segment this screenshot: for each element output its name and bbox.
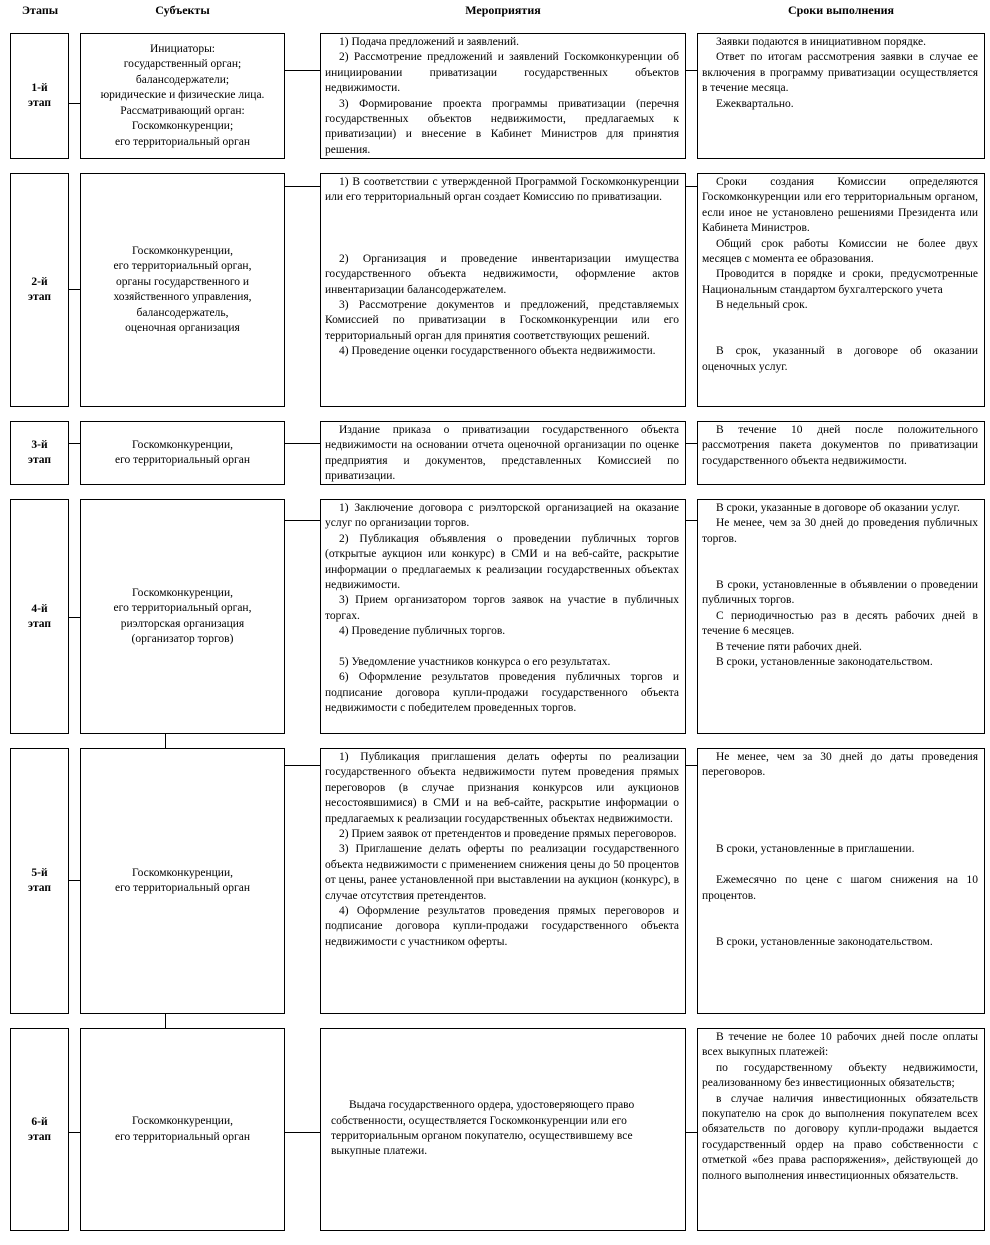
connector-line [69, 617, 80, 618]
event-item: Выдача государственного ордера, удостоверяющего право собственности, осуществляется Госкомконкуренции или его территориальным органом покупателю, осуществившему все выкупные платежи. [331, 1099, 635, 1158]
connector-line [686, 520, 697, 521]
stage-1-label: 1-й этап [10, 33, 69, 159]
deadline-item: В сроки, установленные в приглашении. [716, 843, 915, 856]
event-item: 3) Приглашение делать оферты по реализации государственного объекта недвижимости с применением снижения цены до 50 процентов от цены, ранее установленной при выставлении на аукцион (конкурс), в случае отсутствия претендентов. [325, 843, 679, 902]
event-item: 4) Проведение публичных торгов. [339, 625, 506, 638]
event-item: 1) В соответствии с утвержденной Программой Госкомконкуренции или его территориальный орган создает Комиссию по приватизации. [325, 176, 679, 204]
connector-line [165, 1014, 166, 1028]
deadline-item: В сроки, установленные законодательством. [716, 656, 933, 669]
deadline-item: Не менее, чем за 30 дней до проведения публичных торгов. [702, 517, 978, 545]
stage-3-label: 3-й этап [10, 421, 69, 485]
event-item: 2) Публикация объявления о проведении публичных торгов (открытые аукцион или конкурс) в СМИ и на веб-сайте, раскрытие информации о предлагаемых к реализации государственных объектах недвижимости. [325, 532, 679, 592]
connector-line [69, 1132, 80, 1133]
event-item: 3) Прием организатором торгов заявок на участие в публичных торгах. [325, 594, 679, 622]
event-item: 1) Подача предложений и заявлений. [339, 36, 520, 48]
event-item: 5) Уведомление участников конкурса о его результатах. [339, 656, 611, 669]
deadline-item: В течение пяти рабочих дней. [716, 640, 862, 653]
connector-line [686, 186, 697, 187]
stage-1-deadlines [697, 33, 985, 159]
deadline-item: В сроки, установленные законодательством. [716, 935, 933, 948]
event-item: 1) Публикация приглашения делать оферты по реализации государственного объекта недвижимости путем проведения прямых переговоров (в случае признания конкурсов или аукционов несостоявшимися) в СМИ и на веб-сайте, раскрытие информации о предлагаемых к реализации государственных объектах недвижимости. [325, 751, 679, 825]
connector-line [285, 443, 320, 444]
deadline-item: Заявки подаются в инициативном порядке. [716, 36, 927, 48]
connector-line [686, 70, 697, 71]
deadline-item: Не менее, чем за 30 дней до даты проведения переговоров. [702, 751, 978, 779]
deadline-item: по государственному объекту недвижимости, реализованному без инвестиционных обязательств; [702, 1061, 978, 1090]
deadline-item: С периодичностью раз в десять рабочих дней в течение 6 месяцев. [702, 609, 978, 638]
stage-5-events [320, 748, 686, 1014]
connector-line [285, 765, 320, 766]
stage-5-label: 5-й этап [10, 748, 69, 1014]
deadline-item: в случае наличия инвестиционных обязательств покупателю на срок до выполнения покупателем всех обязательств по договору купли-продажи выдается государственный ордер на право собственности с отметкой «без права распоряжения», действующей до полного выполнения инвестиционных обязательств. [702, 1092, 978, 1182]
stage-3-subjects: Госкомконкуренции, его территориальный орган [80, 421, 285, 485]
event-item: 4) Проведение оценки государственного объекта недвижимости. [339, 345, 656, 358]
header-deadlines: Сроки выполнения [787, 3, 895, 17]
event-item: 2) Организация и проведение инвентаризации имущества государственного объекта недвижимости, оформление актов инвентаризации балансодержателем. [325, 252, 679, 296]
connector-line [165, 734, 166, 748]
event-item: 4) Оформление результатов проведения прямых переговоров и подписание договора купли-продажи государственного объекта недвижимости с участником оферты. [325, 905, 679, 948]
deadline-item: Общий срок работы Комиссии не более двух месяцев с момента ее образования. [702, 237, 978, 266]
connector-line [69, 443, 80, 444]
stage-6-subjects: Госкомконкуренции, его территориальный орган [80, 1028, 285, 1231]
stage-5-subjects: Госкомконкуренции, его территориальный орган [80, 748, 285, 1014]
stage-3-deadlines [697, 421, 985, 485]
event-item: 2) Прием заявок от претендентов и проведение прямых переговоров. [339, 828, 677, 841]
event-item: 3) Формирование проекта программы приватизации (перечня государственных объектов недвижимости, предлагаемых к приватизации) и внесение в Кабинет Министров для принятия решения. [325, 97, 679, 156]
event-item: Издание приказа о приватизации государственного объекта недвижимости на основании отчета оценочной организации по оценке предприятия и документов, представленных Комиссией по приватизации. [325, 424, 679, 483]
event-item: 1) Заключение договора с риэлторской организацией на оказание услуг по организации торгов. [325, 502, 679, 530]
connector-line [686, 765, 697, 766]
connector-line [69, 103, 80, 104]
stage-2-events [320, 173, 686, 407]
connector-line [285, 186, 320, 187]
connector-line [686, 1132, 697, 1133]
deadline-item: Ответ по итогам рассмотрения заявки в случае ее включения в программу приватизации осуществляется в течение месяца. [702, 51, 978, 95]
deadline-item: В течение не более 10 рабочих дней после оплаты всех выкупных платежей: [702, 1031, 978, 1059]
header-subjects: Субъекты [155, 3, 210, 17]
stage-4-events [320, 499, 686, 734]
connector-line [69, 880, 80, 881]
stage-4-deadlines [697, 499, 985, 734]
connector-line [686, 443, 697, 444]
stage-1-subjects: Инициаторы: государственный орган; балансодержатели; юридические и физические лица. Рассматривающий орган: Госкомконкуренции; его территориальный орган [80, 33, 285, 159]
deadline-item: Ежеквартально. [716, 97, 794, 110]
deadline-item: В сроки, указанные в договоре об оказании услуг. [716, 502, 960, 514]
header-stages: Этапы [21, 3, 59, 17]
deadline-item: Проводится в порядке и сроки, предусмотренные Национальным стандартом бухгалтерского учета [702, 268, 978, 296]
deadline-item: Сроки создания Комиссии определяются Госкомконкуренции или его территориальным органом, если иное не установлено решениями Президента или Кабинета Министров. [702, 176, 978, 235]
connector-line [69, 289, 80, 290]
stage-6-deadlines [697, 1028, 985, 1231]
deadline-item: В сроки, установленные в объявлении о проведении публичных торгов. [702, 579, 978, 607]
stage-2-deadlines [697, 173, 985, 407]
event-item: 2) Рассмотрение предложений и заявлений Госкомконкуренции об инициировании приватизации государственных объектов недвижимости. [325, 51, 679, 95]
stage-1-events [320, 33, 686, 159]
deadline-item: В течение 10 дней после положительного рассмотрения пакета документов по приватизации государственного объекта недвижимости. [702, 424, 978, 467]
stage-4-subjects: Госкомконкуренции, его территориальный орган, риэлторская организация (организатор торгов) [80, 499, 285, 734]
deadline-item: В срок, указанный в договоре об оказании оценочных услуг. [702, 345, 978, 373]
stage-6-label: 6-й этап [10, 1028, 69, 1231]
stage-5-deadlines [697, 748, 985, 1014]
connector-line [285, 1132, 320, 1133]
event-item: 3) Рассмотрение документов и предложений, представляемых Комиссией по приватизации в Госкомконкуренции или его территориальный орган для принятия соответствующих решений. [325, 299, 679, 342]
event-item: 6) Оформление результатов проведения публичных торгов и подписание договора купли-продажи государственного объекта недвижимости с победителем проведенных торгов. [325, 671, 679, 715]
connector-line [285, 70, 320, 71]
stage-6-events [320, 1028, 686, 1231]
stage-2-subjects: Госкомконкуренции, его территориальный орган, органы государственного и хозяйственного управления, балансодержатель, оценочная организация [80, 173, 285, 407]
stage-3-events [320, 421, 686, 485]
deadline-item: В недельный срок. [716, 299, 808, 312]
header-events: Мероприятия [465, 3, 541, 17]
connector-line [285, 520, 320, 521]
deadline-item: Ежемесячно по цене с шагом снижения на 10 процентов. [702, 874, 978, 902]
stage-4-label: 4-й этап [10, 499, 69, 734]
stage-2-label: 2-й этап [10, 173, 69, 407]
